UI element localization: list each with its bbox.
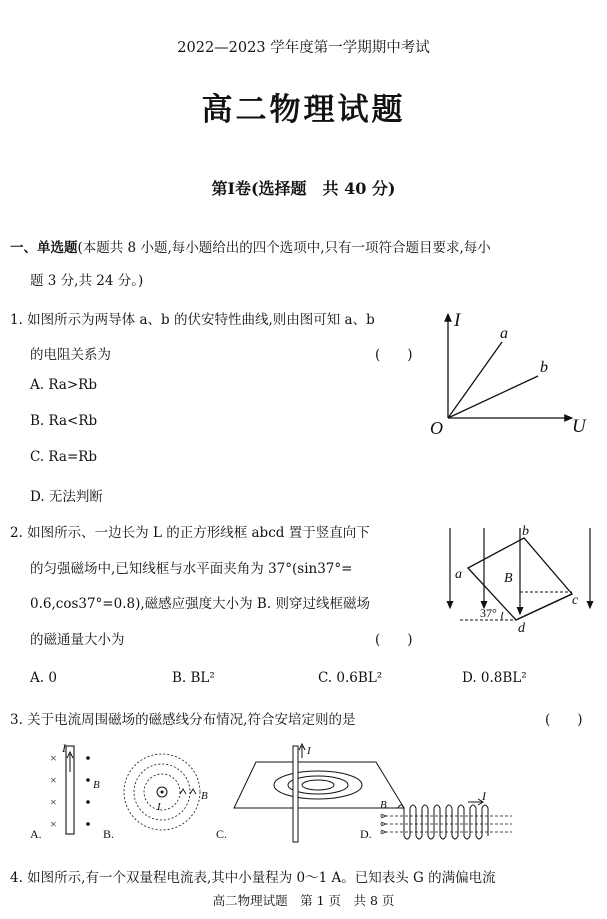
- q2-option-b: B. BL²: [172, 670, 215, 686]
- q3-figure-a: [30, 741, 100, 841]
- q3-label-d: D.: [360, 827, 372, 841]
- q1-iv-graph: [420, 306, 600, 441]
- q3-d-field-label: B: [380, 799, 387, 811]
- q2-label-a: a: [455, 567, 462, 582]
- section-instruction-1: (本题共 8 小题,每小题给出的四个选项中,只有一项符合题目要求,每小: [77, 240, 491, 256]
- q1-option-a: A. Ra>Rb: [30, 377, 97, 393]
- q3-b-field-label: B: [201, 790, 208, 802]
- q1-origin-label: O: [430, 418, 443, 438]
- q3-figure-b: [103, 754, 208, 841]
- q2-option-c: C. 0.6BL²: [318, 670, 383, 686]
- q3-label-a: A.: [30, 827, 42, 841]
- q2-stem-line4: 的磁通量大小为: [30, 632, 125, 648]
- q3-b-current-label: I: [157, 801, 161, 813]
- part-title: 第Ⅰ卷(选择题 共 40 分): [211, 179, 396, 198]
- svg-text:×: ×: [50, 773, 57, 787]
- q2-stem-line2: 的匀强磁场中,已知线框与水平面夹角为 37°(sin37°=: [30, 561, 353, 577]
- paper-title: 高二物理试题: [201, 92, 406, 128]
- q3-label-c: C.: [216, 827, 228, 841]
- q2-answer-paren: ( ): [375, 632, 413, 648]
- q2-option-d: D. 0.8BL²: [462, 670, 527, 686]
- q2-label-b: b: [522, 524, 529, 539]
- q3-label-b: B.: [103, 827, 115, 841]
- q2-label-field: B: [504, 571, 513, 586]
- q1-y-axis-label: I: [454, 310, 461, 331]
- q2-stem-line3: 0.6,cos37°=0.8),磁感应强度大小为 B. 则穿过线框磁场: [30, 596, 370, 612]
- q2-stem-line1: 2. 如图所示、一边长为 L 的正方形线框 abcd 置于竖直向下: [10, 525, 370, 541]
- section-instruction: [10, 236, 491, 256]
- q3-a-current-label: I: [62, 741, 66, 755]
- q1-line-b-label: b: [540, 359, 548, 376]
- q3-d-current-label: I: [482, 789, 486, 803]
- svg-text:×: ×: [50, 795, 57, 809]
- q2-frame-edge-dc: [516, 594, 572, 620]
- q2-label-angle: 37°: [480, 606, 497, 620]
- q3-figure-d: [360, 789, 512, 841]
- q2-option-a: A. 0: [30, 670, 57, 686]
- q3-figures: [20, 742, 580, 852]
- q1-stem-line1: 1. 如图所示为两导体 a、b 的伏安特性曲线,则由图可知 a、b: [10, 312, 375, 328]
- q1-line-b: [448, 376, 538, 418]
- q1-option-c: C. Ra=Rb: [30, 449, 98, 465]
- q1-answer-paren: ( ): [375, 347, 413, 363]
- q1-stem-line2: 的电阻关系为: [30, 347, 111, 363]
- q4-stem: 4. 如图所示,有一个双量程电流表,其中小量程为 0～1 A。已知表头 G 的满偏电流: [10, 870, 496, 886]
- q1-line-a-label: a: [500, 325, 508, 342]
- q3-stem: 3. 关于电流周围磁场的磁感线分布情况,符合安培定则的是: [10, 712, 356, 728]
- q1-x-axis-label: U: [572, 416, 586, 437]
- section-instruction-2: 题 3 分,共 24 分。): [30, 273, 144, 289]
- svg-text:×: ×: [50, 817, 57, 831]
- q2-frame-figure: [440, 522, 600, 640]
- q1-line-a: [448, 342, 502, 418]
- q2-angle-arc: [502, 612, 503, 620]
- svg-text:×: ×: [50, 751, 57, 765]
- q1-option-b: B. Ra<Rb: [30, 413, 98, 429]
- q3-c-current-label: I: [307, 745, 311, 757]
- section-heading: 一、单选题: [10, 240, 78, 256]
- page-footer: 高二物理试题 第 1 页 共 8 页: [212, 893, 395, 908]
- q3-answer-paren: ( ): [545, 712, 583, 728]
- q2-label-d: d: [518, 621, 525, 636]
- exam-term: 2022—2023 学年度第一学期期中考试: [177, 40, 430, 56]
- q2-label-c: c: [572, 593, 579, 608]
- q1-option-d: D. 无法判断: [30, 489, 103, 505]
- q3-a-field-label: B: [93, 779, 100, 791]
- q3-figure-c: [216, 744, 404, 842]
